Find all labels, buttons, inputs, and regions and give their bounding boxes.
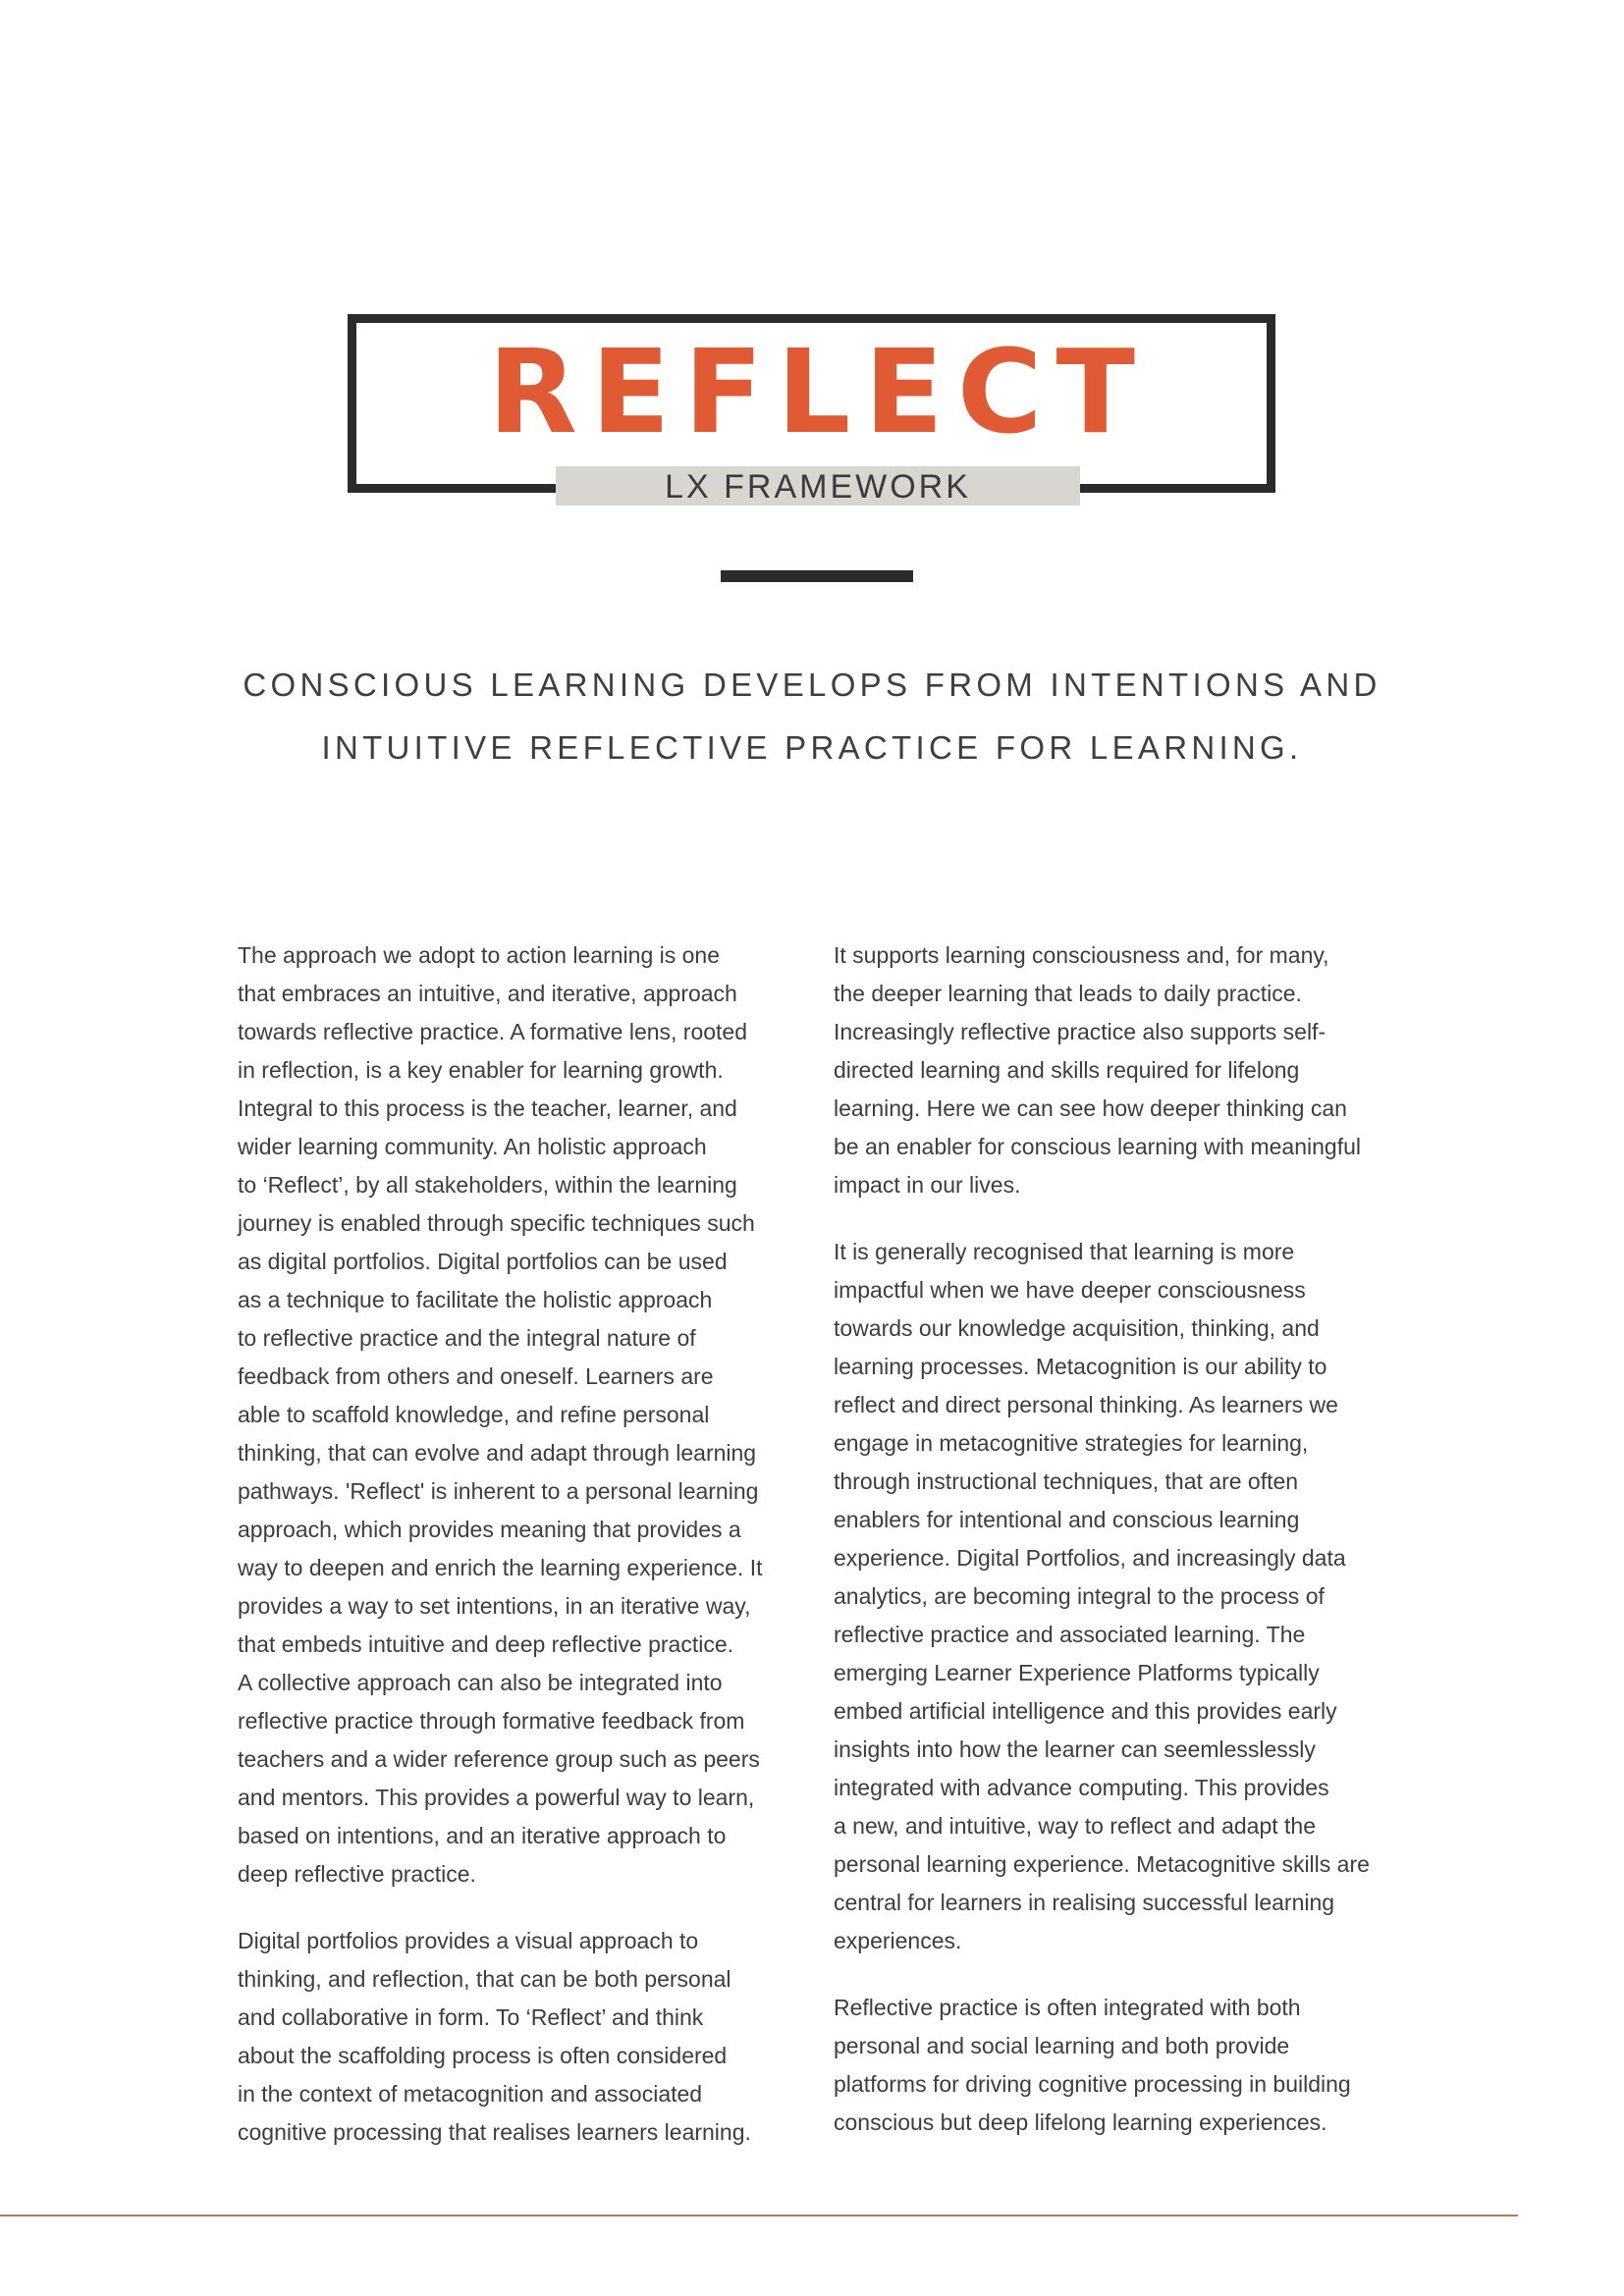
paragraph-line: embed artificial intelligence and this provides early — [834, 1698, 1337, 1724]
paragraph-line: pathways. 'Reflect' is inherent to a personal learning — [238, 1478, 759, 1504]
paragraph-line: thinking, that can evolve and adapt through learning — [238, 1440, 757, 1466]
footer-rule — [0, 2215, 1518, 2216]
paragraph-line: about the scaffolding process is often considered — [238, 2043, 728, 2068]
body-paragraph — [834, 1233, 1403, 1960]
tagline — [177, 654, 1447, 779]
paragraph-line: thinking, and reflection, that can be both personal — [238, 1966, 731, 1992]
paragraph-line: personal and social learning and both provide — [834, 2033, 1290, 2058]
body-paragraph — [834, 1989, 1403, 2142]
paragraph-line: conscious but deep lifelong learning experiences. — [834, 2109, 1327, 2135]
paragraph-line: reflective practice and associated learning. The — [834, 1622, 1306, 1647]
paragraph-line: wider learning community. An holistic approach — [238, 1134, 707, 1159]
paragraph-line: Integral to this process is the teacher, learner, and — [238, 1095, 737, 1121]
paragraph-line: emerging Learner Experience Platforms typically — [834, 1660, 1320, 1685]
paragraph-line: towards reflective practice. A formative lens, rooted — [238, 1019, 748, 1044]
paragraph-line: in reflection, is a key enabler for learning growth. — [238, 1057, 724, 1083]
tagline-line: INTUITIVE REFLECTIVE PRACTICE FOR LEARNING. — [321, 729, 1303, 766]
paragraph-line: towards our knowledge acquisition, thinking, and — [834, 1315, 1320, 1341]
paragraph-line: and collaborative in form. To ‘Reflect’ and think — [238, 2004, 704, 2030]
paragraph-line: central for learners in realising successful learning — [834, 1890, 1335, 1915]
paragraph-line: insights into how the learner can seemlesslessly — [834, 1736, 1316, 1762]
paragraph-line: integrated with advance computing. This provides — [834, 1775, 1329, 1800]
paragraph-line: that embraces an intuitive, and iterative, approach — [238, 981, 737, 1006]
section-divider — [721, 570, 913, 582]
paragraph-line: analytics, are becoming integral to the process of — [834, 1583, 1325, 1609]
paragraph-line: It is generally recognised that learning is more — [834, 1239, 1295, 1264]
tagline-line: CONSCIOUS LEARNING DEVELOPS FROM INTENTIONS AND — [243, 667, 1381, 703]
right-column — [834, 936, 1403, 2170]
paragraph-line: through instructional techniques, that are often — [834, 1468, 1299, 1494]
paragraph-line: based on intentions, and an iterative approach to — [238, 1823, 727, 1848]
paragraph-line: be an enabler for conscious learning with meaningful — [834, 1134, 1361, 1159]
paragraph-line: and mentors. This provides a powerful way to learn, — [238, 1785, 755, 1810]
paragraph-line: Increasingly reflective practice also supports self- — [834, 1019, 1326, 1044]
paragraph-line: learning. Here we can see how deeper thinking can — [834, 1095, 1347, 1121]
body-paragraph — [238, 936, 807, 1894]
paragraph-line: in the context of metacognition and associated — [238, 2081, 703, 2107]
paragraph-line: impact in our lives. — [834, 1172, 1021, 1198]
paragraph-line: feedback from others and oneself. Learners are — [238, 1363, 714, 1389]
paragraph-line: deep reflective practice. — [238, 1861, 476, 1887]
paragraph-line: experiences. — [834, 1928, 962, 1953]
paragraph-line: as a technique to facilitate the holistic approach — [238, 1287, 713, 1312]
paragraph-line: reflect and direct personal thinking. As learners we — [834, 1392, 1338, 1417]
body-paragraph — [238, 1922, 807, 2152]
paragraph-line: reflective practice through formative feedback from — [238, 1708, 745, 1734]
paragraph-line: a new, and intuitive, way to reflect and adapt the — [834, 1813, 1316, 1839]
paragraph-line: approach, which provides meaning that provides a — [238, 1517, 741, 1542]
left-column — [238, 936, 807, 2180]
paragraph-line: way to deepen and enrich the learning experience. It — [238, 1555, 763, 1580]
paragraph-line: learning processes. Metacognition is our ability to — [834, 1354, 1327, 1379]
framework-subtitle: LX FRAMEWORK — [556, 466, 1080, 506]
paragraph-line: The approach we adopt to action learning is one — [238, 942, 720, 968]
body-paragraph — [834, 936, 1403, 1204]
page-title: REFLECT — [488, 324, 1149, 459]
paragraph-line: Reflective practice is often integrated with both — [834, 1995, 1301, 2020]
paragraph-line: journey is enabled through specific techniques such — [238, 1210, 755, 1236]
paragraph-line: personal learning experience. Metacognitive skills are — [834, 1851, 1370, 1877]
paragraph-line: enablers for intentional and conscious learning — [834, 1507, 1300, 1532]
paragraph-line: to reflective practice and the integral nature of — [238, 1325, 696, 1351]
paragraph-line: that embeds intuitive and deep reflective practice. — [238, 1631, 734, 1657]
paragraph-line: impactful when we have deeper consciousness — [834, 1277, 1306, 1303]
paragraph-line: directed learning and skills required for lifelong — [834, 1057, 1300, 1083]
paragraph-line: engage in metacognitive strategies for learning, — [834, 1430, 1309, 1456]
paragraph-line: able to scaffold knowledge, and refine personal — [238, 1402, 710, 1427]
paragraph-line: platforms for driving cognitive processing in building — [834, 2071, 1351, 2097]
paragraph-line: to ‘Reflect’, by all stakeholders, within the learning — [238, 1172, 737, 1198]
paragraph-line: It supports learning consciousness and, for many, — [834, 942, 1329, 968]
paragraph-line: provides a way to set intentions, in an iterative way, — [238, 1593, 751, 1619]
paragraph-line: teachers and a wider reference group such as peers — [238, 1746, 760, 1772]
paragraph-line: as digital portfolios. Digital portfolios can be used — [238, 1249, 728, 1274]
paragraph-line: Digital portfolios provides a visual approach to — [238, 1928, 699, 1953]
paragraph-line: A collective approach can also be integrated into — [238, 1670, 723, 1695]
paragraph-line: the deeper learning that leads to daily practice. — [834, 981, 1302, 1006]
paragraph-line: cognitive processing that realises learners learning. — [238, 2119, 751, 2145]
paragraph-line: experience. Digital Portfolios, and increasingly data — [834, 1545, 1346, 1571]
